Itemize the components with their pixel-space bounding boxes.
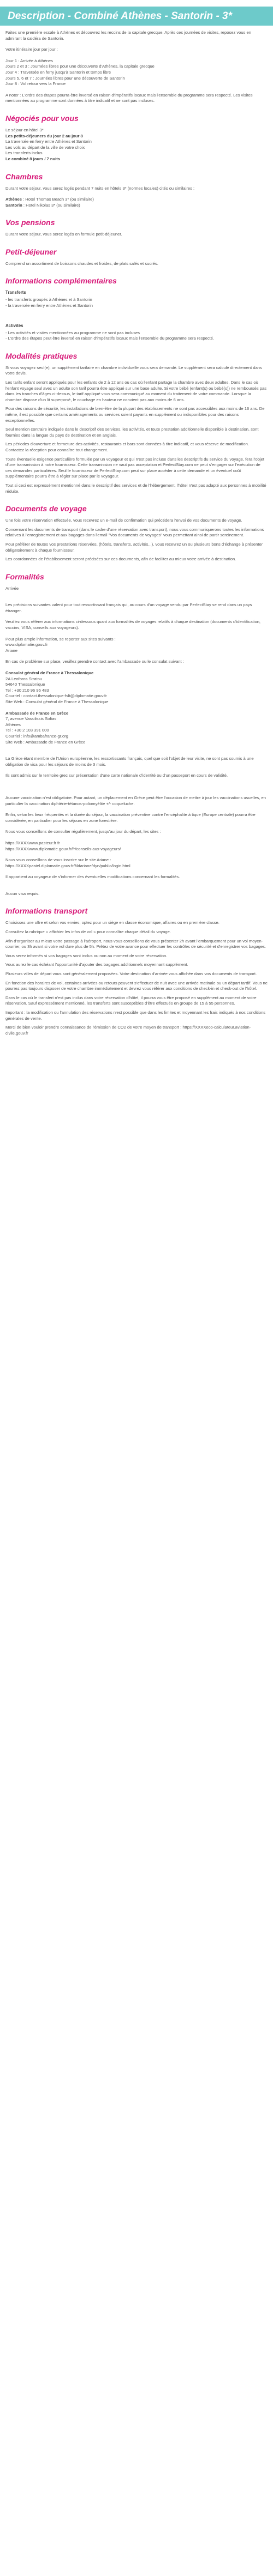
negocie-item: Les transferts inclus xyxy=(5,150,43,156)
itinerary-day: Jours 5, 6 et 7 : Journées libres pour une découverte de Santorin xyxy=(5,75,125,81)
formalites-sites-intro: Pour plus ample information, se reporter aux sites suivants : xyxy=(5,636,116,642)
formalites-paragraph: En cas de problème sur place, veuillez prendre contact avec l'ambassade ou le consulat suivant : xyxy=(5,659,184,664)
petit-dejeuner-paragraph: Comprend un assortiment de boissons chaudes et froides, de plats salés et sucrés. xyxy=(5,261,158,266)
modalites-paragraph: Seul mention contraire indiquée dans le descriptif des services, les activités, et toute prestation additionnelle disponible à destination, sont fournies dans la langue du pays de destination et en anglais. xyxy=(5,427,259,438)
activite-item: - Les activités et visites mentionnées au programme ne sont pas incluses xyxy=(5,330,140,335)
negocie-item: Les petits-déjeuners du jour 2 au jour 8 xyxy=(5,133,83,138)
ariane-login-link[interactable]: https://XXXXpastel.diplomatie.gouv.fr/fildariane/dyn/public/login.html xyxy=(5,863,130,868)
consulat-line: Courriel : contact.thessalonique-fslt@diplomatie.gouv.fr xyxy=(5,693,107,699)
negocies-list xyxy=(5,128,268,162)
transport-paragraph: Vous aurez le cas échéant l'opportunité d'ajouter des bagages additionnels moyennant supplément. xyxy=(5,962,188,967)
formalites-paragraph: Il appartient au voyageur de s'informer des éventuelles modifications concernant les formalités. xyxy=(5,874,180,880)
formalites-paragraph: Ils sont admis sur le territoire grec sur présentation d'une carte nationale d'identité ou d'un passeport en cours de validité. xyxy=(5,773,228,778)
section-heading-petit-dejeuner: Petit-déjeuner xyxy=(5,247,57,256)
modalites-paragraph: Tout si ceci est expressément mentionné dans le descriptif des services et de l'hébergement, l'hôtel n'est pas adapté aux personnes à mobilité réduite. xyxy=(5,482,266,494)
hotel-name: : Hotel Nikolas 3* (ou similaire) xyxy=(22,202,80,208)
formalites-paragraph: Les précisions suivantes valent pour tout ressortissant français qui, au cours d'un voyage vendu par PerfectStay se rend dans un pays étranger. xyxy=(5,602,252,613)
subheading-transferts: Transferts xyxy=(5,290,26,295)
itinerary-day: Jour 1 : Arrivée à Athènes xyxy=(5,58,53,63)
ambassade-line: Tel : +30 2 103 391 000 xyxy=(5,728,49,733)
documents-paragraph: Une fois votre réservation effectuée, vous recevrez un e-mail de confirmation qui précédera l'envoi de vos documents de voyage. xyxy=(5,518,242,523)
consulat-line: 2A Leoforos Stratou xyxy=(5,676,43,681)
consulat-line: Tel : +30 210 96 96 483 xyxy=(5,687,49,693)
ambassade-line: Athènes xyxy=(5,722,21,727)
transport-paragraph: Choisissez une offre et selon vos envies, optez pour un siège en classe économique, affaires ou en première classe. xyxy=(5,920,219,926)
hotels-list xyxy=(5,197,268,208)
transport-paragraph: En fonction des horaires de vol, certaines arrivées ou retours peuvent s'effectuer de nuit avec une arrivée matinale ou un départ tardif. Vous ne pourrez pas toujours disposer de votre chambre immédiatement et devrez vous référer aux conditions de check-in et check-out de l'hôtel. xyxy=(5,980,268,991)
consulat-name: Consulat général de France à Thessalonique xyxy=(5,670,94,676)
transferts-list xyxy=(5,297,268,309)
activites-list xyxy=(5,330,268,342)
formalites-paragraph: Enfin, selon les lieux fréquentés et la durée du séjour, la vaccination préventive contre l'encéphalite à tique (Europe centrale) pourra être considérée, en particulier pour les séjours en zone forestière. xyxy=(5,812,256,823)
hotel-name: : Hotel Thomas Beach 3* (ou similaire) xyxy=(21,197,94,202)
activite-item: - L'ordre des étapes peut être inversé en raison d'impératifs locaux mais l'ensemble du programme sera respecté. xyxy=(5,336,215,341)
documents-paragraph: Concernant les documents de transport (dans le cadre d'une réservation avec transport), nous vous communiquerons toutes les informations relatives à l'enregistrement et aux bagages dans l'email "Vos documents de voyages" vous permettant ainsi de partir sereinement. xyxy=(5,527,264,538)
hotel-athenes xyxy=(5,197,268,203)
negocie-item: Les vols au départ de la ville de votre choix xyxy=(5,144,85,150)
documents-paragraph: Les coordonnées de l'établissement seront précisées sur ces documents, afin de faciliter au mieux votre arrivée à destination. xyxy=(5,557,236,562)
transport-co2-paragraph: Merci de bien vouloir prendre connaissance de l'émission de CO2 de votre moyen de transport : https://XXXXeco-calculateur.aviation-civile.gouv.fr xyxy=(5,1025,251,1036)
description-content xyxy=(0,26,273,1050)
consulat-line: Site Web : Consulat général de France à Thessalonique xyxy=(5,699,109,704)
title-banner xyxy=(0,7,273,26)
negocie-item: Le combiné 8 jours / 7 nuits xyxy=(5,156,61,161)
intro-paragraph: Faites une première escale à Athènes et découvrez les reccins de la capitale grecque. Après ces journées de visites, reposez vous en admirant la caldéra de Santorin. xyxy=(5,30,251,41)
ambassade-line: 7, avenue Vassilissis Sofias xyxy=(5,716,57,722)
formalites-paragraph: Veuillez vous référer aux informations ci-dessous quant aux formalités de voyages relatifs à chaque destination (documents d'identification, vaccins, VISA, conseils aux voyageurs). xyxy=(5,619,261,631)
formalites-links xyxy=(5,840,268,852)
section-heading-chambres: Chambres xyxy=(5,172,43,181)
itinerary-list xyxy=(5,58,268,87)
ambassade-line: Courriel : info@ambafrance-gr.org xyxy=(5,733,68,739)
consulat-block xyxy=(5,670,268,705)
section-heading-modalites: Modalités pratiques xyxy=(5,351,78,360)
pensions-paragraph: Durant votre séjour, vous serez logés en formule petit-déjeuner. xyxy=(5,232,122,237)
transport-paragraph: Dans le cas où le transfert n'est pas inclus dans votre réservation d'hôtel, il pourra vous être proposé en supplément au moment de votre réservation. Sauf expressément mentionné, les transferts sont susceptibles d'être effectués en groupe de 15 à 55 personnes. xyxy=(5,995,257,1006)
visa-note: Aucun visa requis. xyxy=(5,891,40,896)
documents-paragraph: Pour préférer de toutes vos prestations réservées, (hôtels, transferts, activités...), vous recevrez un ou plusieurs bons d'échange à présenter obligatoirement à chaque fournisseur. xyxy=(5,541,263,553)
ambassade-line: Site Web : Ambassade de France en Grèce xyxy=(5,739,86,745)
chambres-paragraph: Durant votre séjour, vous serez logés pendant 7 nuits en hôtels 3* (normes locales) cités ou similaires : xyxy=(5,185,195,191)
section-heading-documents: Documents de voyage xyxy=(5,504,87,513)
itinerary-note: A noter : L'ordre des étapes pourra être inversé en raison d'impératifs locaux mais l'ensemble du programme sera respecté. Les visites mentionnées au programme sont données à titre indicatif et ne sont pas incluses. xyxy=(5,92,253,104)
formalites-paragraph: La Grèce étant membre de l'Union européenne, les ressortissants français, quel que soit l'objet de leur visite, ne sont pas soumis à une obligation de visa pour les séjours de moins de 3 mois. xyxy=(5,756,254,767)
section-heading-infos: Informations complémentaires xyxy=(5,276,117,286)
ariane-links xyxy=(5,857,268,869)
transfert-item: - la traversée en ferry entre Athènes et Santorin xyxy=(5,303,93,309)
transport-paragraph: Afin d'organiser au mieux votre passage à l'aéroport, nous vous conseillons de vous présenter 2h avant l'embarquement pour un vol moyen-courrier, ou 3h avant si votre vol dure plus de 5h. Prêtez de votre avance pour effectuer les contrôles de sécurité et d'enregistrer vos bagages. xyxy=(5,938,266,950)
ariane-link[interactable]: Ariane xyxy=(5,648,17,653)
section-heading-pensions: Vos pensions xyxy=(5,218,55,227)
ambassade-block xyxy=(5,711,268,746)
transfert-item: - les transferts groupés à Athènes et à Santorin xyxy=(5,297,92,303)
itinerary-day: Jours 2 et 3 : Journées libres pour une découverte d'Athènes, la capitale grecque xyxy=(5,64,155,69)
hotel-city-label: Santorin xyxy=(5,202,22,208)
modalites-paragraph: Les tarifs enfant seront appliqués pour les enfants de 2 à 12 ans ou cas où l'enfant partage la chambre avec deux adultes. Dans le cas où l'enfant voyage seul avec un adulte son tarif pourra être appliqué sur une base adulte. Si votre bébé (enfant(s) ou bébé(s)) ne remboursés pas dans les tranches d'âges ci-dessus, le tarif appliqué vous sera communiqué au moment du traitement de votre commande. Lorsque la chambre dispose d'un lit superposé, le couchage en hauteur ne convient pas aux moins de 6 ans. xyxy=(5,380,267,402)
hotel-santorin xyxy=(5,203,268,209)
modalites-paragraph: Toute éventuelle exigence particulière formulée par un voyageur et qui n'est pas incluse dans les descriptifs du service du voyage, fera l'objet d'une transmission à notre fournisseur. Cette transmission ne vaut pas acceptation et PerfectStay.com ne peut s'engager sur l'exécution de ces demandes particulières. Seul le fournisseur de PerfectStay.com peut sur place accéder à cette demande et un éventuel coût supplémentaire pourra être à régler sur place par le voyageur. xyxy=(5,456,264,479)
modalites-paragraph: Si vous voyagez seul(e), un supplément tarifaire en chambre individuelle vous sera demandé. Le supplément sera calculé directement dans votre devis. xyxy=(5,365,262,376)
modalites-paragraph: Pour des raisons de sécurité, les installations de bien-être de la plupart des établissements ne sont pas accessibles aux moins de 16 ans. De même, il est possible que certains aménagements ou services soient payants en supplément ou indisponibles pour des raisons exceptionnelles. xyxy=(5,406,265,423)
section-heading-transport: Informations transport xyxy=(5,906,88,916)
ariane-intro: Nous vous conseillons de vous inscrire sur le site Ariane : xyxy=(5,857,111,863)
section-heading-negocies: Négociés pour vous xyxy=(5,113,79,123)
conseils-link[interactable]: https://XXXXwww.diplomatie.gouv.fr/fr/conseils-aux-voyageurs/ xyxy=(5,846,121,851)
formalites-arrivee: Arrivée xyxy=(5,585,19,591)
page xyxy=(0,7,273,1050)
section-heading-formalites: Formalités xyxy=(5,572,44,581)
transport-paragraph: Vous serez informés si vos bagages sont inclus ou non au moment de votre réservation. xyxy=(5,953,168,958)
itinerary-day: Jour 8 : Vol retour vers la France xyxy=(5,81,66,87)
diplomatie-link[interactable]: www.diplomatie.gouv.fr xyxy=(5,642,48,648)
formalites-links xyxy=(5,637,268,654)
ambassade-name: Ambassade de France en Grèce xyxy=(5,710,69,716)
hotel-city-label: Athènes xyxy=(5,197,22,202)
formalites-paragraph: Aucune vaccination n'est obligatoire. Pour autant, un déplacement en Grèce peut être l'occasion de mettre à jour les vaccinations usuelles, en particulier la vaccination diphtérie-tétanos-poliomyélite +/- coqueluche. xyxy=(5,795,266,806)
pasteur-link[interactable]: https://XXXXwww.pasteur.fr fr xyxy=(5,840,60,845)
transport-paragraph: Important : la modification ou l'annulation des réservations n'est possible que dans les limites et moyennant les frais indiqués à nos conditions générales de vente. xyxy=(5,1010,266,1021)
itinerary-intro: Votre itinéraire jour par jour : xyxy=(5,47,58,52)
negocie-item: La traversée en ferry entre Athènes et Santorin xyxy=(5,139,92,144)
transport-paragraph: Consultez la rubrique « affichier les infos de vol » pour connaître chaque détail du voyage. xyxy=(5,929,171,935)
subheading-activites: Activités xyxy=(5,323,23,328)
transport-paragraph: Plusieurs villes de départ vous sont généralement proposées. Votre destination d'arrivée vous affichée dans vos documents de transport. xyxy=(5,971,257,977)
page-title: Description - Combiné Athènes - Santorin - 3* xyxy=(8,10,233,22)
formalites-paragraph: Nous vous conseillons de consulter régulièrement, jusqu'au jour du départ, les sites : xyxy=(5,829,161,835)
consulat-line: 54640 Thessalonique xyxy=(5,682,45,687)
negocie-item: Le séjour en hôtel 3* xyxy=(5,127,44,132)
modalites-paragraph: Les périodes d'ouverture et fermeture des activités, restaurants et bars sont données à titre indicatif, et vous réserve de modification. Contactez la réception pour connaître tout changement. xyxy=(5,442,249,452)
itinerary-day: Jour 4 : Traversée en ferry jusqu'à Santorin et temps libre xyxy=(5,69,111,75)
